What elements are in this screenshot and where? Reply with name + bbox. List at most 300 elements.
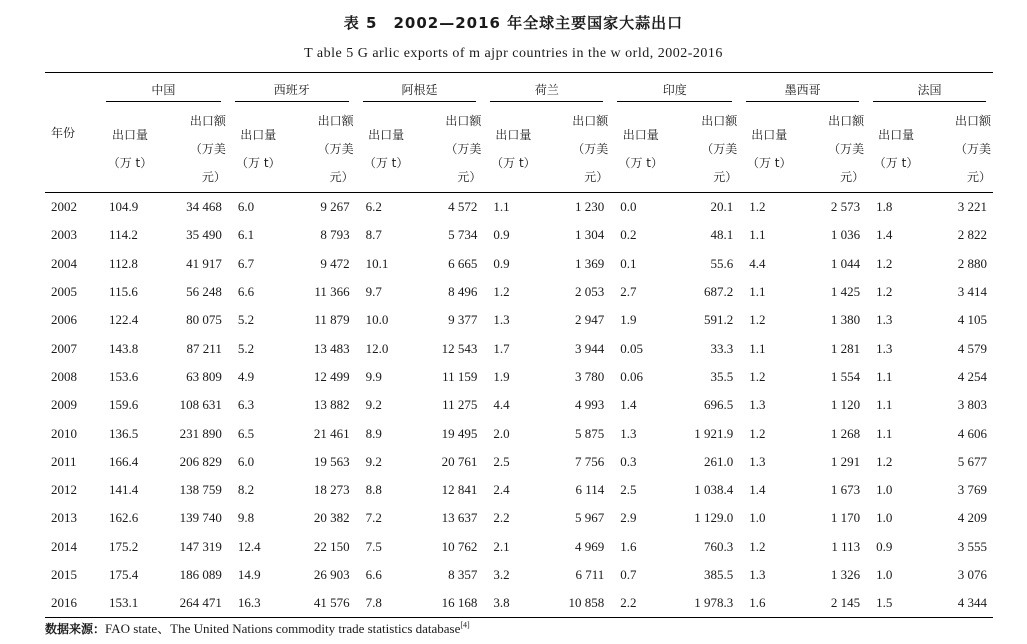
quantity-cell: 136.5: [109, 425, 139, 441]
value-cell: 10 762: [441, 538, 478, 554]
value-cell: 6 665: [448, 255, 478, 271]
table-row: [45, 334, 993, 362]
value-cell: 13 882: [313, 397, 350, 413]
value-cell: 6 114: [575, 482, 605, 498]
quantity-header-line: 出口量: [112, 128, 149, 142]
country-name: 中国: [106, 81, 221, 102]
year-cell: 2012: [51, 482, 77, 498]
value-header-line: 元）: [201, 170, 226, 184]
quantity-cell: 153.1: [99, 589, 161, 618]
quantity-cell: 16.3: [228, 589, 289, 618]
value-cell: 1 673: [830, 482, 861, 498]
value-cell: 186 089: [179, 567, 222, 582]
value-cell: 5 734: [448, 227, 478, 243]
quantity-cell: 8.2: [237, 482, 255, 498]
table-row: [45, 419, 993, 447]
value-cell: 3 944: [574, 340, 605, 356]
quantity-cell: 1.2: [749, 368, 766, 384]
quantity-cell: 7.8: [356, 589, 417, 618]
quantity-cell: 1.8: [876, 199, 893, 215]
value-cell: 12 543: [441, 340, 478, 356]
value-cell: 1 369: [574, 255, 605, 271]
value-header-line: 元）: [457, 170, 482, 184]
country-header: [356, 73, 484, 107]
quantity-cell: 1.2: [749, 425, 766, 441]
value-cell: 4 969: [574, 538, 605, 554]
value-cell: 10 858: [543, 589, 610, 618]
quantity-cell: 2.4: [493, 482, 510, 498]
value-cell: 1 921.9: [694, 425, 734, 441]
country-name: 墨西哥: [746, 81, 859, 102]
value-cell: 760.3: [704, 538, 734, 554]
quantity-cell: 6.0: [237, 453, 255, 469]
value-cell: 1 230: [574, 199, 605, 215]
quantity-cell: 0.9: [493, 255, 510, 271]
table-row: [45, 363, 993, 391]
value-cell: 1 044: [830, 255, 861, 271]
country-name: 阿根廷: [363, 81, 477, 102]
value-cell: 2 947: [574, 312, 605, 328]
value-cell: 33.3: [710, 340, 734, 356]
value-cell: 11 366: [314, 284, 350, 300]
table-row: [45, 561, 993, 589]
value-cell: 20.1: [710, 199, 734, 215]
value-cell: 7 756: [574, 453, 605, 469]
value-cell: 1 554: [830, 368, 861, 384]
quantity-header: [228, 106, 289, 193]
value-header: [417, 106, 484, 193]
quantity-cell: 1.2: [876, 453, 893, 469]
value-cell: 9 377: [448, 312, 478, 328]
table-row: [45, 221, 993, 249]
source-label: 数据来源：: [45, 622, 106, 636]
value-header-line: （万美: [701, 142, 738, 156]
value-cell: 3 076: [957, 567, 987, 582]
table-body: [45, 193, 993, 618]
year-cell: 2004: [51, 255, 77, 271]
quantity-cell: 1.1: [749, 340, 766, 356]
value-cell: 139 740: [179, 510, 222, 526]
country-header: [866, 73, 993, 107]
value-cell: 591.2: [704, 312, 734, 328]
value-header: [799, 106, 866, 193]
year-header: 年份: [45, 73, 99, 193]
quantity-cell: 5.2: [237, 312, 255, 328]
quantity-cell: 5.2: [237, 340, 255, 356]
quantity-cell: 159.6: [109, 397, 139, 413]
value-cell: 26 903: [313, 567, 350, 582]
quantity-cell: 4.9: [237, 368, 255, 384]
value-cell: 3 555: [957, 538, 987, 554]
quantity-cell: 1.2: [493, 284, 510, 300]
value-cell: 2 053: [574, 284, 605, 300]
value-cell: 19 495: [441, 425, 478, 441]
quantity-cell: 1.7: [493, 340, 510, 356]
value-cell: 231 890: [179, 425, 222, 441]
quantity-header-line: 出口量: [495, 128, 532, 142]
value-cell: 1 425: [830, 284, 861, 300]
quantity-cell: 1.4: [749, 482, 766, 498]
value-header-line: 出口额: [189, 114, 226, 128]
quantity-cell: 0.2: [620, 227, 637, 243]
value-cell: 63 809: [186, 368, 222, 384]
value-header-line: （万美: [828, 142, 865, 156]
value-cell: 1 268: [830, 425, 861, 441]
quantity-cell: 2.2: [610, 589, 671, 618]
quantity-cell: 2.2: [493, 510, 510, 526]
value-cell: 2 822: [957, 227, 987, 243]
value-cell: 22 150: [313, 538, 350, 554]
quantity-header: [739, 106, 799, 193]
value-cell: 5 967: [574, 510, 605, 526]
quantity-cell: 3.2: [493, 567, 510, 582]
quantity-cell: 1.6: [739, 589, 799, 618]
quantity-cell: 6.5: [237, 425, 255, 441]
table-row: [45, 533, 993, 561]
value-cell: 20 761: [441, 453, 478, 469]
quantity-cell: 0.1: [620, 255, 637, 271]
quantity-cell: 10.0: [365, 312, 389, 328]
value-cell: 4 572: [448, 199, 478, 215]
quantity-header-line: （万 t）: [236, 156, 281, 170]
value-cell: 1 113: [831, 538, 861, 554]
value-cell: 12 841: [441, 482, 478, 498]
quantity-cell: 1.6: [620, 538, 637, 554]
value-cell: 1 170: [830, 510, 861, 526]
year-cell: 2014: [51, 538, 77, 554]
quantity-cell: 2.9: [620, 510, 637, 526]
value-header-line: 元）: [966, 170, 991, 184]
country-name: 西班牙: [235, 81, 349, 102]
value-cell: 6 711: [575, 567, 605, 582]
quantity-cell: 166.4: [109, 453, 139, 469]
quantity-cell: 7.2: [365, 510, 382, 526]
value-cell: 48.1: [710, 227, 734, 243]
year-cell: 2005: [51, 284, 77, 300]
quantity-cell: 8.9: [365, 425, 382, 441]
value-cell: 4 209: [957, 510, 987, 526]
quantity-cell: 1.1: [749, 227, 766, 243]
value-cell: 4 606: [957, 425, 987, 441]
quantity-cell: 114.2: [109, 227, 138, 243]
value-cell: 20 382: [313, 510, 350, 526]
quantity-cell: 1.1: [876, 368, 893, 384]
quantity-cell: 2.0: [493, 425, 510, 441]
quantity-cell: 3.8: [483, 589, 543, 618]
value-cell: 13 637: [441, 510, 478, 526]
quantity-cell: 1.3: [620, 425, 637, 441]
value-cell: 9 472: [320, 255, 350, 271]
quantity-header: [356, 106, 417, 193]
quantity-cell: 1.2: [749, 312, 766, 328]
value-cell: 147 319: [179, 538, 222, 554]
value-header-line: （万美: [189, 142, 226, 156]
quantity-cell: 6.6: [365, 567, 382, 582]
quantity-cell: 1.2: [876, 284, 893, 300]
value-header: [161, 106, 228, 193]
quantity-cell: 143.8: [109, 340, 139, 356]
quantity-header-line: 出口量: [751, 128, 788, 142]
quantity-cell: 6.6: [237, 284, 255, 300]
table-row: [45, 589, 993, 618]
quantity-header-line: 出口量: [878, 128, 915, 142]
value-cell: 5 677: [957, 453, 987, 469]
country-name: 法国: [873, 81, 986, 102]
quantity-header: [483, 106, 543, 193]
source-text: FAO state、The United Nations commodity trade statistics database: [105, 621, 461, 636]
value-cell: 5 875: [574, 425, 605, 441]
quantity-cell: 112.8: [109, 255, 138, 271]
quantity-cell: 1.1: [493, 199, 510, 215]
value-header-line: （万美: [572, 142, 609, 156]
value-cell: 41 576: [289, 589, 356, 618]
value-cell: 41 917: [186, 255, 222, 271]
value-cell: 108 631: [179, 397, 222, 413]
value-cell: 1 978.3: [671, 589, 739, 618]
quantity-header-line: （万 t）: [491, 156, 536, 170]
quantity-cell: 0.0: [620, 199, 637, 215]
value-cell: 1 380: [830, 312, 861, 328]
data-source-note: [45, 618, 470, 637]
quantity-cell: 6.7: [237, 255, 255, 271]
value-header: [671, 106, 739, 193]
value-cell: 385.5: [704, 567, 734, 582]
quantity-cell: 1.3: [876, 312, 893, 328]
quantity-header-line: 出口量: [240, 128, 277, 142]
quantity-cell: 1.4: [876, 227, 893, 243]
quantity-cell: 1.4: [620, 397, 637, 413]
year-cell: 2006: [51, 312, 77, 328]
quantity-cell: 1.3: [749, 397, 766, 413]
value-cell: 696.5: [704, 397, 734, 413]
quantity-cell: 10.1: [365, 255, 389, 271]
value-cell: 21 461: [313, 425, 350, 441]
value-cell: 3 414: [957, 284, 987, 300]
value-header-line: 出口额: [701, 114, 738, 128]
value-cell: 11 275: [442, 397, 478, 413]
value-cell: 19 563: [313, 453, 350, 469]
quantity-cell: 1.3: [749, 567, 766, 582]
value-cell: 1 129.0: [694, 510, 734, 526]
quantity-cell: 1.3: [749, 453, 766, 469]
value-cell: 138 759: [179, 482, 222, 498]
quantity-cell: 9.8: [237, 510, 255, 526]
quantity-cell: 6.0: [237, 199, 255, 215]
value-header-line: 出口额: [572, 114, 609, 128]
quantity-cell: 0.3: [620, 453, 637, 469]
quantity-header-line: （万 t）: [618, 156, 663, 170]
value-cell: 11 159: [442, 368, 478, 384]
value-cell: 2 573: [830, 199, 861, 215]
year-cell: 2013: [51, 510, 77, 526]
quantity-cell: 141.4: [109, 482, 139, 498]
value-header: [926, 106, 993, 193]
quantity-header-line: 出口量: [622, 128, 659, 142]
quantity-header-line: （万 t）: [873, 156, 919, 170]
value-cell: 87 211: [186, 340, 222, 356]
table-row: [45, 391, 993, 419]
quantity-cell: 1.9: [493, 368, 510, 384]
value-cell: 8 793: [320, 227, 350, 243]
quantity-cell: 1.2: [749, 199, 766, 215]
quantity-cell: 1.3: [493, 312, 510, 328]
value-header: [543, 106, 610, 193]
quantity-header-line: （万 t）: [107, 156, 153, 170]
value-cell: 687.2: [704, 284, 734, 300]
quantity-header-line: （万 t）: [746, 156, 792, 170]
country-header: [99, 73, 228, 107]
year-cell: 2011: [51, 453, 77, 469]
quantity-cell: 1.1: [876, 425, 893, 441]
table-title: 表 5 2002—2016 年全球主要国家大蒜出口: [343, 14, 684, 32]
value-header-line: 出口额: [828, 114, 865, 128]
quantity-cell: 14.9: [237, 567, 261, 582]
value-cell: 4 254: [957, 368, 987, 384]
year-cell: 2009: [51, 397, 77, 413]
quantity-header-line: 出口量: [368, 128, 405, 142]
country-header: [739, 73, 866, 107]
value-cell: 1 120: [830, 397, 861, 413]
quantity-cell: 4.4: [493, 397, 510, 413]
value-cell: 206 829: [179, 453, 222, 469]
quantity-cell: 1.2: [749, 538, 766, 554]
year-cell: 2003: [51, 227, 77, 243]
quantity-cell: 2.5: [493, 453, 510, 469]
quantity-cell: 1.0: [876, 567, 893, 582]
value-cell: 8 357: [448, 567, 478, 582]
value-cell: 35.5: [710, 368, 734, 384]
quantity-cell: 1.0: [876, 510, 893, 526]
value-cell: 16 168: [417, 589, 484, 618]
value-cell: 56 248: [186, 284, 222, 300]
value-header: [289, 106, 356, 193]
value-header-line: 元）: [584, 170, 609, 184]
year-cell: 2007: [51, 340, 77, 356]
quantity-cell: 1.9: [620, 312, 637, 328]
value-cell: 1 304: [574, 227, 605, 243]
quantity-cell: 1.1: [749, 284, 766, 300]
quantity-cell: 104.9: [109, 199, 139, 215]
quantity-cell: 9.2: [365, 397, 382, 413]
quantity-cell: 12.0: [365, 340, 389, 356]
quantity-cell: 8.7: [365, 227, 382, 243]
quantity-cell: 0.7: [620, 567, 637, 582]
quantity-cell: 1.0: [876, 482, 893, 498]
quantity-cell: 6.3: [237, 397, 255, 413]
value-header-line: 元）: [713, 170, 738, 184]
quantity-cell: 175.4: [109, 567, 139, 582]
quantity-cell: 1.0: [749, 510, 766, 526]
value-cell: 2 145: [799, 589, 866, 618]
value-cell: 2 880: [957, 255, 987, 271]
value-header-line: 出口额: [954, 114, 991, 128]
quantity-header: [610, 106, 671, 193]
value-cell: 1 291: [830, 453, 861, 469]
country-name: 印度: [617, 81, 732, 102]
quantity-cell: 1.2: [876, 255, 893, 271]
value-cell: 9 267: [320, 199, 350, 215]
quantity-cell: 0.9: [493, 227, 510, 243]
year-cell: 2015: [51, 567, 77, 582]
value-header-line: 出口额: [317, 114, 354, 128]
year-cell: 2016: [45, 589, 99, 618]
value-cell: 1 036: [830, 227, 861, 243]
value-header-line: 元）: [840, 170, 865, 184]
value-cell: 34 468: [186, 199, 222, 215]
quantity-header: [99, 106, 161, 193]
value-header-line: （万美: [445, 142, 482, 156]
quantity-header-line: （万 t）: [363, 156, 409, 170]
value-cell: 4 993: [574, 397, 605, 413]
value-cell: 3 803: [957, 397, 987, 413]
table-row: [45, 504, 993, 532]
value-header-line: （万美: [317, 142, 354, 156]
quantity-cell: 7.5: [365, 538, 382, 554]
country-header: [610, 73, 739, 107]
value-cell: 1 038.4: [694, 482, 734, 498]
value-cell: 261.0: [704, 453, 734, 469]
quantity-cell: 2.1: [493, 538, 510, 554]
country-header: [483, 73, 610, 107]
quantity-cell: 1.1: [876, 397, 893, 413]
quantity-cell: 6.1: [237, 227, 255, 243]
quantity-cell: 9.9: [365, 368, 382, 384]
table-row: [45, 193, 993, 222]
quantity-cell: 6.2: [365, 199, 382, 215]
country-name: 荷兰: [490, 81, 603, 102]
year-cell: 2008: [51, 368, 77, 384]
quantity-cell: 12.4: [237, 538, 261, 554]
quantity-header: [866, 106, 926, 193]
value-cell: 3 780: [574, 368, 605, 384]
quantity-cell: 9.2: [365, 453, 382, 469]
quantity-cell: 2.5: [620, 482, 637, 498]
quantity-cell: 4.4: [749, 255, 766, 271]
value-cell: 3 769: [957, 482, 987, 498]
table-row: [45, 306, 993, 334]
value-cell: 3 221: [957, 199, 987, 215]
year-cell: 2010: [51, 425, 77, 441]
quantity-cell: 1.5: [866, 589, 926, 618]
value-cell: 4 579: [957, 340, 987, 356]
country-header: [228, 73, 356, 107]
quantity-cell: 122.4: [109, 312, 139, 328]
quantity-cell: 0.9: [876, 538, 893, 554]
garlic-exports-table: [45, 72, 993, 618]
quantity-cell: 9.7: [365, 284, 382, 300]
value-cell: 12 499: [313, 368, 350, 384]
value-cell: 4 344: [926, 589, 993, 618]
table-row: [45, 476, 993, 504]
value-header-line: （万美: [954, 142, 991, 156]
quantity-cell: 8.8: [365, 482, 382, 498]
value-cell: 8 496: [448, 284, 478, 300]
source-ref: [4]: [460, 620, 470, 630]
value-header-line: 出口额: [445, 114, 482, 128]
table-row: [45, 250, 993, 278]
quantity-cell: 0.05: [620, 340, 643, 356]
value-cell: 1 281: [830, 340, 861, 356]
table-subtitle: T able 5 G arlic exports of m ajpr countries in the w orld, 2002-2016: [304, 46, 723, 61]
value-cell: 35 490: [186, 227, 222, 243]
quantity-cell: 2.7: [620, 284, 637, 300]
value-header-line: 元）: [329, 170, 354, 184]
value-cell: 13 483: [313, 340, 350, 356]
quantity-cell: 115.6: [109, 284, 138, 300]
quantity-cell: 1.3: [876, 340, 893, 356]
table-row: [45, 448, 993, 476]
value-cell: 18 273: [313, 482, 350, 498]
